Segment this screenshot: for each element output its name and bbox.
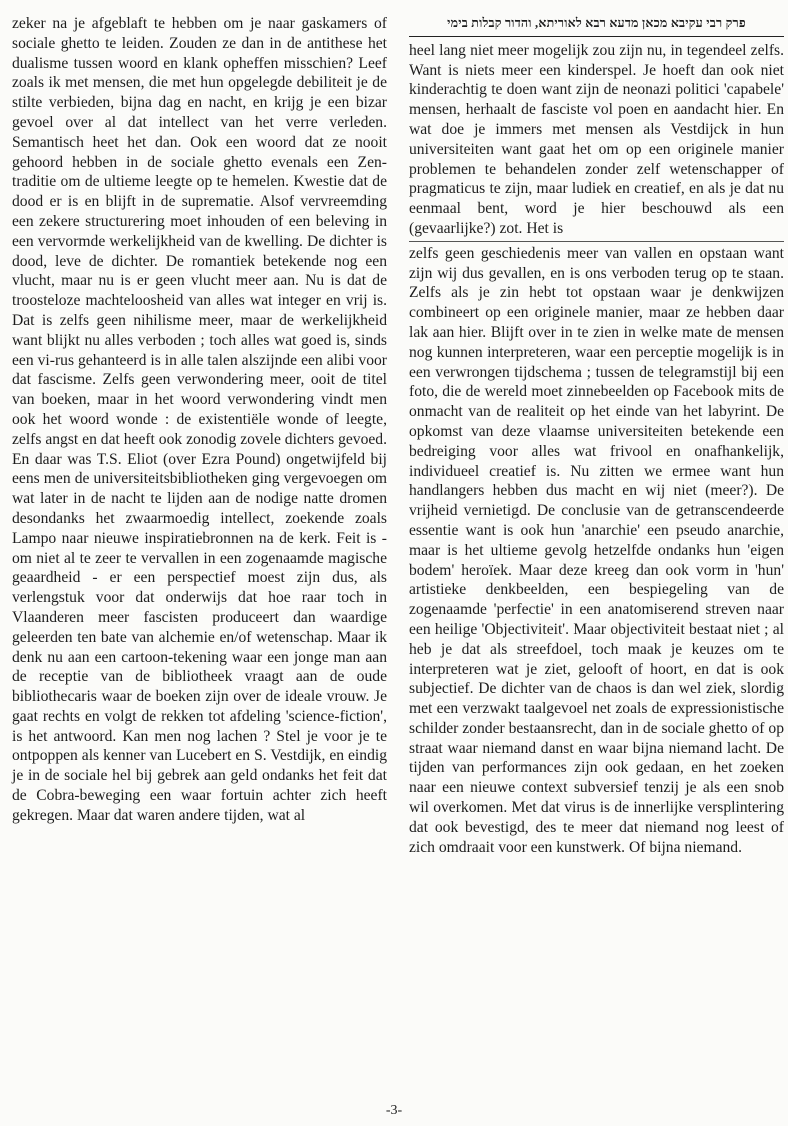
- right-text-column: [409, 14, 784, 857]
- left-text-column: [12, 14, 387, 826]
- right-column-paragraph-1: heel lang niet meer mogelijk zou zijn nu, in tegendeel zelfs. Want is niets meer een kinderspel. Je hoeft dan ook niet kinderachtig te doen want zijn de neonazi politici 'capabele' mensen, herhaalt de fasciste vol poen en aandacht hier. En wat doe je immers met mensen als Vestdijck in hun universiteiten want gaat het om op een originele manier problemen te behandelen zonder zelf wetenschapper of pragmaticus te zijn, maar ludiek en creatief, en als je dat nu eenmaal bent, word je hier beschouwd als een (gevaarlijke?) zot. Het is: [409, 41, 784, 237]
- hebrew-header: פרק רבי עקיבא מכאן מדעא רבא לאוריתא, והדור קבלות בימי: [409, 14, 784, 37]
- right-column-paragraph-2: zelfs geen geschiedenis meer van vallen en opstaan want zijn wij dus gevallen, en is ons verboden terug op te staan. Zelfs als je zin hebt tot opstaan waar je denkwijzen combineert op een originele manier, maar ze hebben daar lak aan hier. Blijft over in te zien in welke mate de mensen nog kunnen interpreteren, waar een perceptie mogelijk is in een verwrongen tijdschema ; tussen de telegramstijl bij een foto, die de wereld moet zinnebeelden op Facebook mits de onmacht van de realiteit op het einde van het labyrint. De opkomst van deze vlaamse universiteiten betekende een bedreiging voor alles wat frivool en onafhankelijk, individueel creatief is. Nu zitten we ermee want hun handlangers hebben dus macht en wij niet (meer?). De vrijheid vernietigd. De conclusie van de getranscendeerde essentie want is ook hun 'anarchie' een pseudo anarchie, maar is het ultieme gevolg hetzelfde ondanks hun 'eigen bodem' heroïek. Maar deze kreeg dan ook vorm in 'hun' artistieke denkbeelden, een bespiegeling van de zogenaamde 'perfectie' in een anatomiserend streven naar een heilige 'Objectiviteit'. Maar objectiviteit bestaat niet ; al heb je dat als streefdoel, toch maak je keuzes om te interpreteren wat je ziet, gelooft of hoort, en dat is ook subjectief. De dichter van de chaos is dan wel ziek, slordig met een verzwakt taalgevoel net zoals de expressionistische schilder zonder bestaansrecht, dan in de sociale ghetto of op straat waar niemand danst en waar bijna niemand lacht. De tijden van performances zijn ook gedaan, en het zoeken naar een nieuwe context subversief tenzij je als een snob wil overkomen. Met dat virus is de innerlijke versplintering dat ook bevestigd, des te meer dat niemand nog leest of zich omdraait voor een kunstwerk. Of bijna niemand.: [409, 244, 784, 856]
- section-divider: [409, 241, 784, 242]
- page-number: -3-: [385, 1103, 403, 1118]
- left-column-paragraph: zeker na je afgeblaft te hebben om je naar gaskamers of sociale ghetto te leiden. Zouden ze dan in de antithese het dualisme tussen woord en klank opheffen misschien? Leef zoals ik met mensen, die met hun opgelegde debiliteit je de stilte verbieden, bijna dag en nacht, en krijg je een bizar gevoel over al dat intellect van het verre verleden. Semantisch heet het dan. Ook een woord dat ze nooit gehoord hebben in de sociale ghetto evenals een Zen-traditie om de ultieme leegte op te hemelen. Kwestie dat de dood er is en blijft in de suprematie. Alsof vervreemding een zekere structurering moet inhouden of een beleving in een vervormde werkelijkheid van de kwelling. De dichter is dood, leve de dichter. De romantiek betekende nog een vlucht, maar nu is er geen vlucht meer aan. Nu is dat de troosteloze machteloosheid van alles wat integer en vrij is. Dat is zelfs geen nihilisme meer, maar de werkelijkheid want blijkt nu alles verboden ; toch alles wat goed is, sinds een vi-rus gehanteerd is in alle talen alszijnde een alibi voor dat fascisme. Zelfs geen verwondering meer, ooit de titel van boeken, maar in het woord verwondering vindt men ook het woord wonde : de existentiële wonde of leegte, zelfs angst en dat heeft ook zonodig zovele dichters gevoed. En daar was T.S. Eliot (over Ezra Pound) ongetwijfeld bij eens men de universiteitsbibliotheken ging vergevoegen om wat later in de nacht te lijden aan de nodige natte dromen desondanks het zwaarmoedig intellect, zoekende zoals Lampo naar nieuwe inspiratiebronnen na de kerk. Feit is - om niet al te zeer te vervallen in een zogenaamde magische geaardheid - er een perspectief moest zijn dus, als verlengstuk voor dat onderwijs dat hoe raar toch in Vlaanderen meer fascisten produceert dan waardige geleerden ten bate van alchemie en/of wetenschap. Maar ik denk nu aan een cartoon-tekening waar een jonge man aan de receptie van de bibliotheek vraagt aan de oude bibliothecaris waar de boeken zijn over de ideale vrouw. Je gaat rechts en volgt de rekken tot afdeling 'science-fiction', is het antwoord. Kan men nog lachen ? Stel je voor je te ontpoppen als kenner van Lucebert en S. Vestdijk, en eindig je in de sociale hel bij gebrek aan geld ondanks het feit dat de Cobra-beweging een waar fortuin achter zich heeft gekregen. Maar dat waren andere tijden, wat al: [12, 15, 387, 824]
